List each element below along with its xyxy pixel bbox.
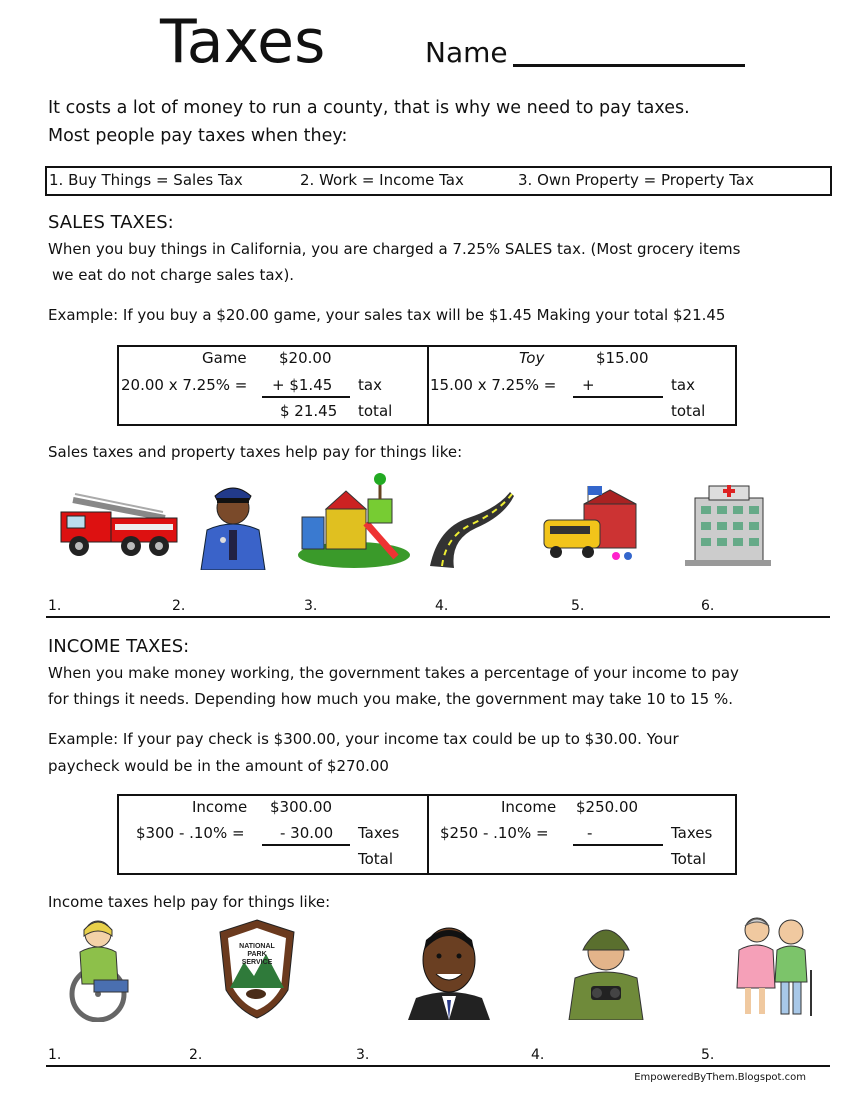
income-left-formula: $300 - .10% = [136,824,245,842]
income-pays-for: Income taxes help pay for things like: [48,893,331,911]
income-pic-number-3: 3. [356,1047,370,1063]
sales-right-sum-line [573,396,663,398]
badge-text-service: SERVICE [241,959,273,966]
income-pic-number-1: 1. [48,1047,62,1063]
income-right-tax-value: - [587,824,593,842]
sales-left-tax-label: tax [358,376,382,394]
elderly-couple-icon [733,910,815,1018]
national-park-service-icon [216,918,298,1020]
sales-calc-divider [427,345,429,426]
income-example-1: Example: If your pay check is $300.00, your income tax could be up to $30.00. Your [48,730,679,748]
sales-left-tax-value: + $1.45 [272,376,333,394]
sales-pic-number-3: 3. [304,598,318,614]
sales-pic-number-2: 2. [172,598,186,614]
section-divider-1 [46,616,830,618]
sales-right-tax-value: + [582,376,595,394]
badge-text-park: PARK [247,951,267,958]
footer-credit: EmpoweredByThem.Blogspot.com [634,1072,806,1083]
sales-pic-number-5: 5. [571,598,585,614]
sales-pic-number-1: 1. [48,598,62,614]
income-left-item: Income [192,798,248,816]
soldier-icon [567,914,645,1020]
sales-right-tax-label: tax [671,376,695,394]
sales-left-total-value: $ 21.45 [280,402,338,420]
income-pic-number-4: 4. [531,1047,545,1063]
income-desc-2: for things it needs. Depending how much you make, the government may take 10 to 15 %. [48,690,733,708]
income-pic-number-2: 2. [189,1047,203,1063]
tax-type-property: 3. Own Property = Property Tax [518,171,754,189]
badge-text-national: NATIONAL [239,943,275,950]
sales-left-sum-line [262,396,350,398]
income-desc-1: When you make money working, the government takes a percentage of your income to pay [48,664,739,682]
income-calc-divider [427,794,429,875]
section-divider-2 [46,1065,830,1067]
police-officer-icon [193,478,273,570]
name-blank [513,64,745,67]
tax-type-income: 2. Work = Income Tax [300,171,464,189]
sales-right-item: Toy [519,349,545,367]
name-label: Name [425,36,508,69]
sales-heading: SALES TAXES: [48,212,174,233]
income-example-2: paycheck would be in the amount of $270.00 [48,757,389,775]
intro-line-2: Most people pay taxes when they: [48,126,348,146]
sales-pays-for: Sales taxes and property taxes help pay for things like: [48,443,463,461]
income-pic-number-5: 5. [701,1047,715,1063]
tax-types-box [45,166,832,196]
income-left-sum-line [262,844,350,846]
road-icon [428,488,514,568]
sales-example: Example: If you buy a $20.00 game, your sales tax will be $1.45 Making your total $21.45 [48,306,726,324]
sales-right-total-label: total [671,402,706,420]
income-heading: INCOME TAXES: [48,636,190,657]
sales-left-total-label: total [358,402,393,420]
sales-right-price: $15.00 [596,349,649,367]
income-right-formula: $250 - .10% = [440,824,549,842]
income-left-tax-label: Taxes [358,824,400,842]
sales-desc-2: we eat do not charge sales tax). [52,266,295,284]
income-right-tax-label: Taxes [671,824,713,842]
income-left-total-label: Total [358,850,394,868]
income-right-sum-line [573,844,663,846]
fire-truck-icon [55,478,183,560]
income-right-amount: $250.00 [576,798,639,816]
income-right-item: Income [501,798,557,816]
president-icon [408,920,490,1020]
sales-pic-number-4: 4. [435,598,449,614]
playground-icon [296,473,412,569]
sales-pic-number-6: 6. [701,598,715,614]
page-title: Taxes [160,7,326,77]
income-left-tax-value: - 30.00 [280,824,334,842]
wheelchair-user-icon [58,914,138,1022]
tax-type-sales: 1. Buy Things = Sales Tax [49,171,243,189]
sales-right-formula: 15.00 x 7.25% = [430,376,557,394]
income-right-total-label: Total [671,850,707,868]
sales-left-item: Game [202,349,247,367]
hospital-icon [685,480,771,568]
income-left-amount: $300.00 [270,798,333,816]
sales-desc-1: When you buy things in California, you are charged a 7.25% SALES tax. (Most grocery items [48,240,741,258]
sales-left-price: $20.00 [279,349,332,367]
school-icon [540,484,640,568]
intro-line-1: It costs a lot of money to run a county, that is why we need to pay taxes. [48,98,690,118]
sales-left-formula: 20.00 x 7.25% = [121,376,248,394]
